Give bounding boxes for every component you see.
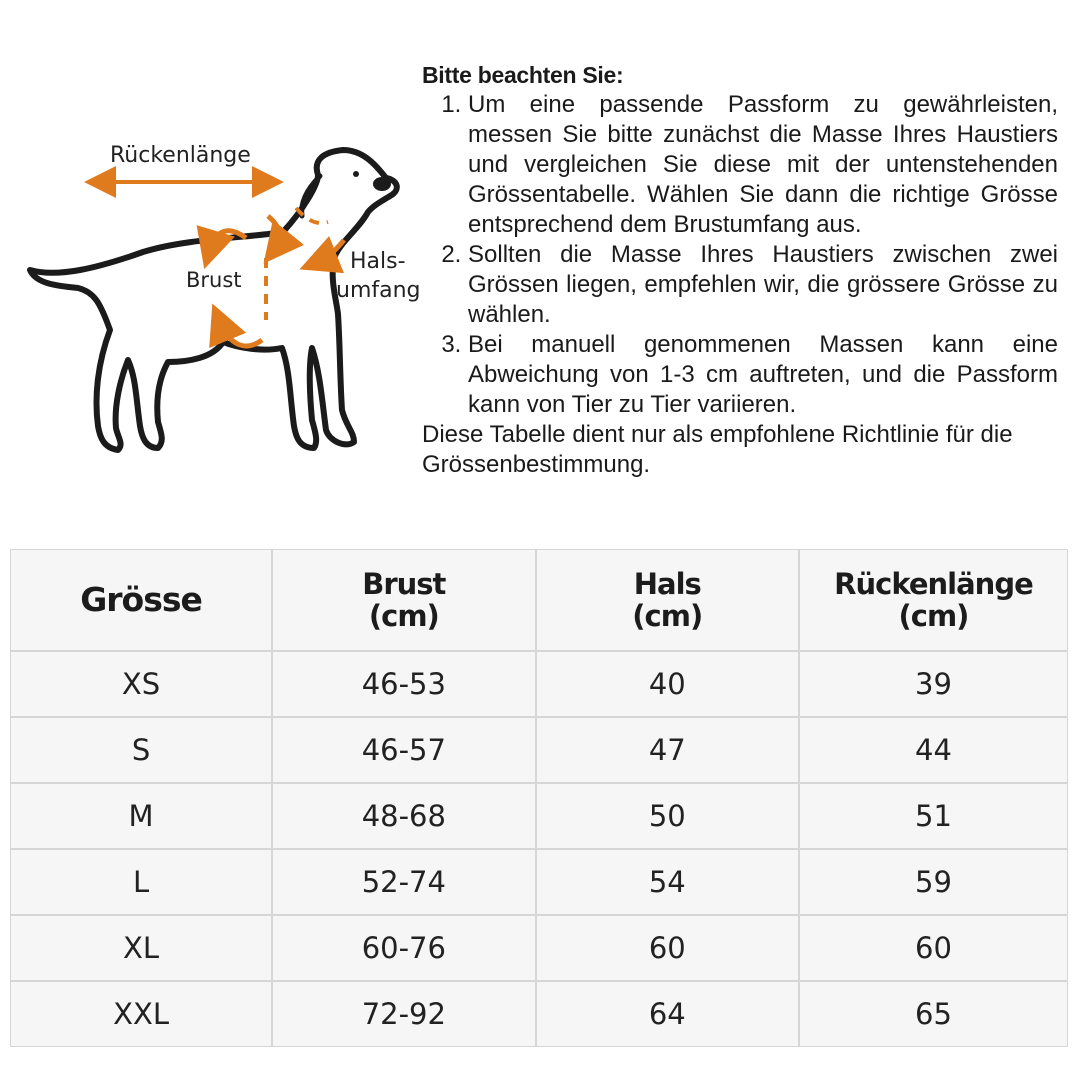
table-row <box>10 717 1068 783</box>
cell-size: XXL <box>10 981 272 1047</box>
table-header-row <box>10 549 1068 651</box>
cell-neck: 50 <box>536 783 799 849</box>
size-table <box>10 549 1068 1047</box>
header-chest-label: Brust <box>362 567 446 601</box>
label-neck-line1: Hals- <box>350 249 406 274</box>
header-neck <box>536 549 799 651</box>
cell-back-length: 60 <box>799 915 1068 981</box>
header-size <box>10 549 272 651</box>
notes-block <box>422 60 1058 480</box>
header-neck-unit: (cm) <box>632 599 703 633</box>
cell-back-length: 59 <box>799 849 1068 915</box>
cell-neck: 54 <box>536 849 799 915</box>
cell-back-length: 44 <box>799 717 1068 783</box>
table-row <box>10 915 1068 981</box>
header-neck-label: Hals <box>633 567 701 601</box>
cell-back-length: 51 <box>799 783 1068 849</box>
cell-back-length: 39 <box>799 651 1068 717</box>
cell-size: L <box>10 849 272 915</box>
notes-list <box>422 90 1058 420</box>
header-back-length <box>799 549 1068 651</box>
table-row <box>10 651 1068 717</box>
notes-item: 1. Um eine passende Passform zu gewährleisten, messen Sie bitte zunächst die Masse Ihres Haustiers und vergleichen Sie diese mit der untenstehenden Grössentabelle. Wählen Sie dann die richtige Grösse entsprechend dem Brustumfang aus. <box>468 90 1058 240</box>
label-chest: Brust <box>186 268 242 292</box>
cell-size: XS <box>10 651 272 717</box>
cell-chest: 72-92 <box>272 981 536 1047</box>
cell-chest: 52-74 <box>272 849 536 915</box>
notes-item: 2. Sollten die Masse Ihres Haustiers zwischen zwei Grössen liegen, empfehlen wir, die grössere Grösse zu wählen. <box>468 240 1058 330</box>
cell-size: XL <box>10 915 272 981</box>
cell-chest: 60-76 <box>272 915 536 981</box>
cell-size: M <box>10 783 272 849</box>
table-row <box>10 981 1068 1047</box>
label-neck-line2: umfang <box>336 278 421 303</box>
table-row <box>10 849 1068 915</box>
label-back-length: Rückenlänge <box>110 143 251 168</box>
notes-title: Bitte beachten Sie: <box>422 62 624 88</box>
size-table-container <box>10 549 1068 1047</box>
cell-neck: 60 <box>536 915 799 981</box>
cell-neck: 40 <box>536 651 799 717</box>
cell-neck: 64 <box>536 981 799 1047</box>
dog-nose <box>373 177 391 191</box>
cell-back-length: 65 <box>799 981 1068 1047</box>
dog-measurement-illustration <box>18 130 428 470</box>
notes-footer: Diese Tabelle dient nur als empfohlene Richtlinie für die Grössenbestimmung. <box>422 421 1013 478</box>
header-chest-unit: (cm) <box>368 599 439 633</box>
header-chest <box>272 549 536 651</box>
table-row <box>10 783 1068 849</box>
header-back-length-unit: (cm) <box>898 599 969 633</box>
notes-item: 3. Bei manuell genommenen Massen kann eine Abweichung von 1-3 cm auftreten, und die Passform kann von Tier zu Tier variieren. <box>468 330 1058 420</box>
cell-chest: 46-57 <box>272 717 536 783</box>
cell-neck: 47 <box>536 717 799 783</box>
cell-chest: 46-53 <box>272 651 536 717</box>
header-size-label: Grösse <box>80 580 202 619</box>
cell-size: S <box>10 717 272 783</box>
cell-chest: 48-68 <box>272 783 536 849</box>
dog-eye <box>353 171 359 177</box>
header-back-length-label: Rückenlänge <box>834 567 1033 601</box>
